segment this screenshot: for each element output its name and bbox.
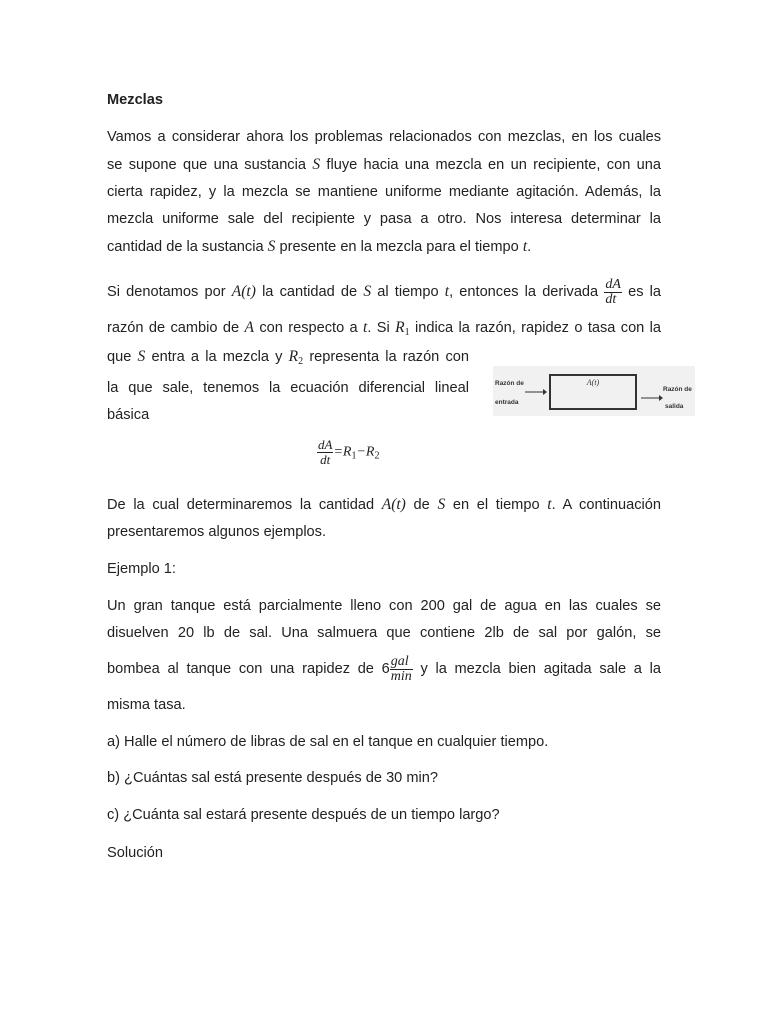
text-line: la que sale, tenemos la ecuación diferencial lineal <box>107 380 469 396</box>
derivative-fraction: $\frac{dA}{dt}$ <box>605 276 621 307</box>
tank-amount-label: A(t) <box>586 378 600 387</box>
text-line: Si denotamos por A(t) la cantidad de S al tiempo t, entonces la derivada $\frac{dA}{dt}$ es la <box>107 276 662 307</box>
text-line: Vamos a considerar ahora los problemas relacionados con mezclas, en los cuales <box>107 129 661 145</box>
text-line: razón de cambio de A con respecto a t. Si $R_1$ indica la razón, rapidez o tasa con la <box>107 319 662 338</box>
text-line: que S entra a la mezcla y $R_2$ representa la razón con <box>107 348 470 367</box>
solution-label: Solución <box>107 845 163 861</box>
question-c: c) ¿Cuánta sal estará presente después de un tiempo largo? <box>107 807 500 823</box>
paragraph-conclusion <box>107 491 661 546</box>
paragraph-definition-cont <box>107 314 661 346</box>
outflow-arrow <box>641 394 663 402</box>
paragraph-intro <box>107 124 661 261</box>
tank-box <box>549 374 637 410</box>
inflow-arrow <box>525 388 547 396</box>
text-line: básica <box>107 407 150 423</box>
text-line: disuelven 20 lb de sal. Una salmuera que contiene 2lb de sal por galón, se <box>107 625 661 641</box>
inflow-label-2: entrada <box>495 399 519 406</box>
paragraph-definition-wrap <box>107 343 469 429</box>
outflow-label: Razón de <box>663 386 692 393</box>
equation-fraction: $\frac{dA}{dt}$ <box>318 437 333 467</box>
text-line: De la cual determinaremos la cantidad A(t) de S en el tiempo t. A continuación <box>107 496 662 513</box>
differential-equation: $\frac{dA}{dt}$ $=R_1-R_2$ <box>318 437 380 467</box>
text-line: presentaremos algunos ejemplos. <box>107 524 327 540</box>
paragraph-definition <box>107 274 661 310</box>
example-label: Ejemplo 1: <box>107 561 176 577</box>
question-a: a) Halle el número de libras de sal en el tanque en cualquier tiempo. <box>107 734 549 750</box>
paragraph-example-rate <box>107 650 661 688</box>
inflow-label: Razón de <box>495 380 524 387</box>
outflow-label-2: salida <box>665 403 684 410</box>
text-line: misma tasa. <box>107 697 186 713</box>
question-b: b) ¿Cuántas sal está presente después de 30 min? <box>107 770 438 786</box>
section-title: Mezclas <box>107 92 163 108</box>
rate-fraction: $\frac{\text{gal}}{\min}$ <box>390 653 412 684</box>
paragraph-example-end <box>107 692 661 719</box>
text-line: bombea al tanque con una rapidez de 6 $\frac{\text{gal}}{\min}$ y la mezcla bien agitada sale a la <box>107 653 661 684</box>
text-line: Un gran tanque está parcialmente lleno con 200 gal de agua en las cuales se <box>107 598 661 614</box>
text-line: cantidad de la sustancia S presente en la mezcla para el tiempo t. <box>107 238 532 255</box>
tank-diagram <box>493 366 695 416</box>
text-line: mezcla uniforme sale del recipiente y pasa a otro. Nos interesa determinar la <box>107 211 661 227</box>
text-line: se supone que una sustancia S fluye hacia una mezcla en un recipiente, con una <box>107 156 662 173</box>
text-line: cierta rapidez, y la mezcla se mantiene uniforme mediante agitación. Además, la <box>107 184 661 200</box>
paragraph-example <box>107 593 661 647</box>
